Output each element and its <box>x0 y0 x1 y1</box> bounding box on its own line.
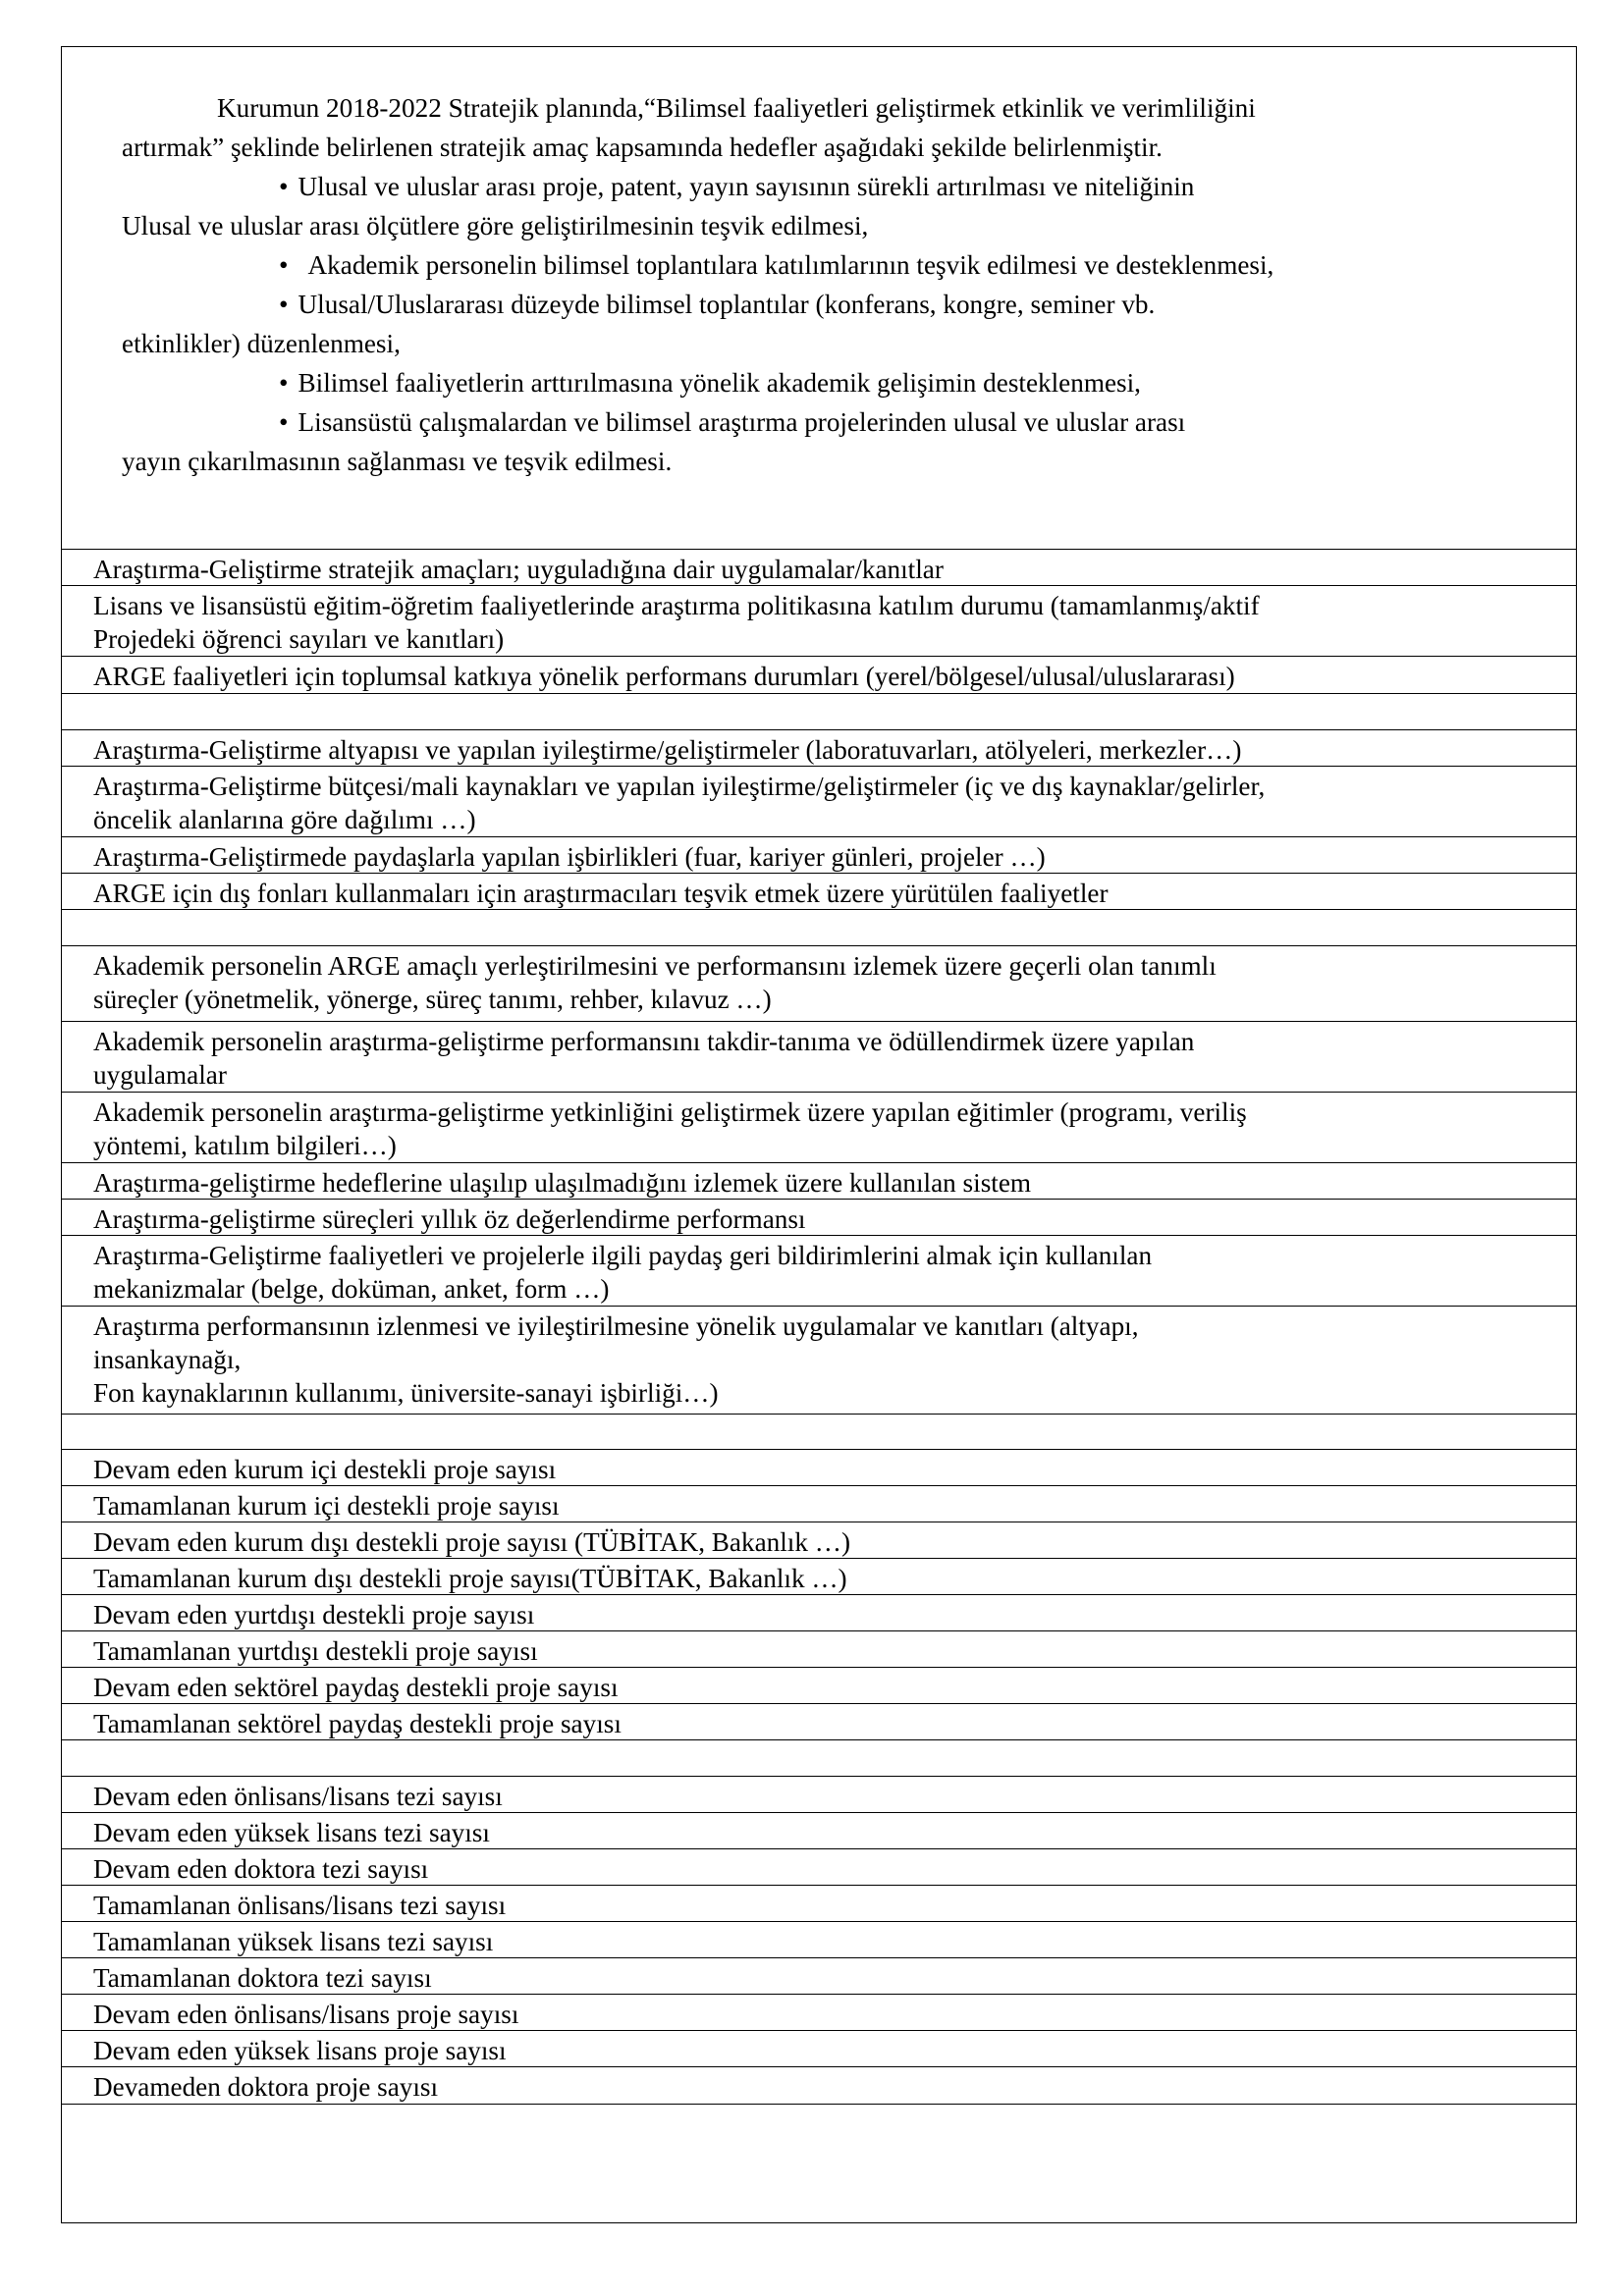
criteria-row-text: Araştırma-Geliştirme altyapısı ve yapılan iyileştirme/geliştirmeler (laboratuvarları, atölyeleri, merkezler…) <box>93 735 1242 765</box>
criteria-row-text: Lisans ve lisansüstü eğitim-öğretim faaliyetlerinde araştırma politikasına katılım durumu (tamamlanmış/aktif Projedeki öğrenci sayıları ve kanıtları) <box>93 591 1260 654</box>
criteria-row <box>62 585 1576 656</box>
criteria-row <box>62 1162 1576 1199</box>
criteria-row-text: Devameden doktora proje sayısı <box>93 2072 439 2102</box>
criteria-row <box>62 1848 1576 1885</box>
document-frame <box>61 46 1577 2223</box>
goal-bullet: • Akademik personelin bilimsel toplantılara katılımlarının teşvik edilmesi ve desteklenmesi, <box>122 245 1537 285</box>
criteria-row-text: Devam eden kurum dışı destekli proje sayısı (TÜBİTAK, Bakanlık …) <box>93 1527 850 1557</box>
separator-row <box>62 2104 1576 2143</box>
criteria-row-text: Devam eden sektörel paydaş destekli proje sayısı <box>93 1673 619 1702</box>
criteria-row <box>62 945 1576 1021</box>
criteria-row <box>62 1667 1576 1703</box>
criteria-row <box>62 836 1576 873</box>
criteria-row-text: Tamamlanan sektörel paydaş destekli proje sayısı <box>93 1709 622 1738</box>
criteria-row <box>62 549 1576 585</box>
goal-bullet-continuation: Ulusal ve uluslar arası ölçütlere göre geliştirilmesinin teşvik edilmesi, <box>122 211 869 240</box>
criteria-row-text: Devam eden önlisans/lisans tezi sayısı <box>93 1782 503 1811</box>
goal-bullet-continuation: yayın çıkarılmasının sağlanması ve teşvik edilmesi. <box>122 447 673 476</box>
separator-row <box>62 693 1576 729</box>
criteria-row-text: Araştırma-geliştirme süreçleri yıllık öz değerlendirme performansı <box>93 1204 806 1234</box>
goal-bullet-continuation: etkinlikler) düzenlenmesi, <box>122 329 401 358</box>
criteria-row-text: Devam eden kurum içi destekli proje sayısı <box>93 1455 557 1484</box>
criteria-row <box>62 1885 1576 1921</box>
intro-paragraph-line: artırmak” şeklinde belirlenen stratejik amaç kapsamında hedefler aşağıdaki şekilde belirlenmiştir. <box>122 133 1163 162</box>
separator-row <box>62 1414 1576 1449</box>
criteria-table <box>62 549 1576 2143</box>
goal-bullet: • Bilimsel faaliyetlerin arttırılmasına yönelik akademik gelişimin desteklenmesi, <box>122 363 1537 402</box>
goal-bullet: • Lisansüstü çalışmalardan ve bilimsel araştırma projelerinden ulusal ve uluslar arası <box>122 402 1537 442</box>
criteria-row <box>62 1021 1576 1092</box>
goal-bullet: • Ulusal ve uluslar arası proje, patent, yayın sayısının sürekli artırılması ve niteliğinin <box>122 167 1537 206</box>
criteria-row <box>62 1703 1576 1739</box>
criteria-row <box>62 1199 1576 1235</box>
criteria-row-text: Tamamlanan önlisans/lisans tezi sayısı <box>93 1891 507 1920</box>
criteria-row <box>62 873 1576 909</box>
criteria-row <box>62 729 1576 766</box>
criteria-row-text: Araştırma-Geliştirmede paydaşlarla yapılan işbirlikleri (fuar, kariyer günleri, projeler …) <box>93 842 1046 872</box>
criteria-row-text: Devam eden doktora tezi sayısı <box>93 1854 429 1884</box>
criteria-row-text: ARGE için dış fonları kullanmaları için araştırmacıları teşvik etmek üzere yürütülen faaliyetler <box>93 879 1109 908</box>
criteria-row <box>62 1306 1576 1414</box>
criteria-row <box>62 1957 1576 1994</box>
goal-bullet: • Ulusal/Uluslararası düzeyde bilimsel toplantılar (konferans, kongre, seminer vb. <box>122 285 1537 324</box>
criteria-row <box>62 1522 1576 1558</box>
criteria-row-text: Devam eden önlisans/lisans proje sayısı <box>93 2000 519 2029</box>
criteria-row <box>62 1449 1576 1485</box>
criteria-row-text: Araştırma-geliştirme hedeflerine ulaşılıp ulaşılmadığını izlemek üzere kullanılan sistem <box>93 1168 1032 1198</box>
criteria-row-text: Tamamlanan yüksek lisans tezi sayısı <box>93 1927 494 1956</box>
separator-row <box>62 909 1576 945</box>
criteria-row <box>62 1776 1576 1812</box>
criteria-row-text: Tamamlanan kurum içi destekli proje sayısı <box>93 1491 560 1521</box>
criteria-row-text: Devam eden yurtdışı destekli proje sayısı <box>93 1600 535 1629</box>
criteria-row <box>62 766 1576 836</box>
criteria-row <box>62 1485 1576 1522</box>
criteria-row-text: ARGE faaliyetleri için toplumsal katkıya yönelik performans durumları (yerel/bölgesel/ulusal/uluslararası) <box>93 662 1235 691</box>
criteria-row <box>62 1994 1576 2030</box>
criteria-row <box>62 656 1576 693</box>
criteria-row <box>62 1921 1576 1957</box>
criteria-row-text: Akademik personelin araştırma-geliştirme yetkinliğini geliştirmek üzere yapılan eğitimler (programı, veriliş yöntemi, katılım bilgileri…) <box>93 1097 1247 1160</box>
criteria-row <box>62 1594 1576 1630</box>
criteria-row-text: Araştırma-Geliştirme faaliyetleri ve projelerle ilgili paydaş geri bildirimlerini almak için kullanılan mekanizmalar (belge, doküman, anket, form …) <box>93 1241 1153 1304</box>
criteria-row-text: Devam eden yüksek lisans tezi sayısı <box>93 1818 490 1847</box>
criteria-row-text: Araştırma performansının izlenmesi ve iyileştirilmesine yönelik uygulamalar ve kanıtları (altyapı, insankaynağı, Fon kaynaklarının kullanımı, üniversite-sanayi işbirliği…) <box>93 1311 1139 1408</box>
separator-row <box>62 1739 1576 1776</box>
criteria-row-text: Akademik personelin araştırma-geliştirme performansını takdir-tanıma ve ödüllendirmek üzere yapılan uygulamalar <box>93 1027 1195 1090</box>
criteria-row <box>62 1558 1576 1594</box>
criteria-row-text: Tamamlanan kurum dışı destekli proje sayısı(TÜBİTAK, Bakanlık …) <box>93 1564 847 1593</box>
criteria-row-text: Araştırma-Geliştirme stratejik amaçları; uyguladığına dair uygulamalar/kanıtlar <box>93 555 944 584</box>
criteria-row-text: Devam eden yüksek lisans proje sayısı <box>93 2036 507 2065</box>
intro-paragraph-line: Kurumun 2018-2022 Stratejik planında,“Bilimsel faaliyetleri geliştirmek etkinlik ve verimliliğini <box>217 93 1256 123</box>
criteria-row <box>62 1630 1576 1667</box>
criteria-row <box>62 1235 1576 1306</box>
strategic-plan-intro <box>62 47 1576 549</box>
criteria-row-text: Akademik personelin ARGE amaçlı yerleştirilmesini ve performansını izlemek üzere geçerli olan tanımlı süreçler (yönetmelik, yönerge, süreç tanımı, rehber, kılavuz …) <box>93 951 1217 1014</box>
criteria-row <box>62 1812 1576 1848</box>
criteria-row <box>62 2030 1576 2066</box>
criteria-row-text: Tamamlanan yurtdışı destekli proje sayısı <box>93 1636 538 1666</box>
criteria-row-text: Araştırma-Geliştirme bütçesi/mali kaynakları ve yapılan iyileştirme/geliştirmeler (iç ve dış kaynaklar/gelirler, öncelik alanlarına göre dağılımı …) <box>93 772 1266 834</box>
criteria-row <box>62 2066 1576 2104</box>
criteria-row <box>62 1092 1576 1162</box>
criteria-row-text: Tamamlanan doktora tezi sayısı <box>93 1963 432 1993</box>
